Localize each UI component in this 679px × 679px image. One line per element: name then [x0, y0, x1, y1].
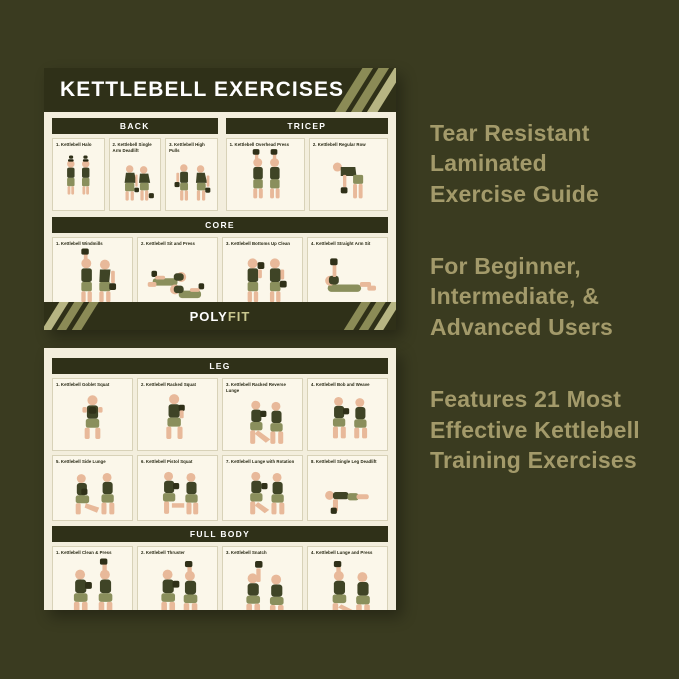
exercise-grid-leg-row1	[52, 378, 388, 451]
stripes-decoration-icon	[44, 302, 114, 330]
section-bar-row	[52, 118, 388, 138]
figure-illustration	[310, 388, 385, 444]
exercise-cell[interactable]	[165, 138, 218, 211]
exercise-label: 1. Kettlebell Overhead Press	[229, 142, 290, 147]
stripes-decoration-icon	[326, 302, 396, 330]
kettlebell-halo-figure-icon	[55, 148, 102, 204]
exercise-cell[interactable]	[307, 455, 388, 522]
thruster-figure-icon	[140, 556, 215, 610]
figure-illustration	[310, 556, 385, 610]
copy-block-2	[430, 251, 662, 342]
exercise-label: 3. Kettlebell Bottoms Up Clean	[226, 240, 291, 246]
straight-arm-sit-figure-icon	[310, 246, 385, 308]
copy-block-3	[430, 384, 662, 475]
figure-illustration	[225, 464, 300, 520]
exercise-label: 2. Kettlebell Single Arm Deadlift	[112, 142, 152, 153]
clean-and-press-figure-icon	[55, 556, 130, 610]
exercise-label: 7. Kettlebell Lunge with Rotation	[226, 458, 295, 464]
figure-illustration	[310, 246, 385, 308]
snatch-figure-icon	[225, 556, 300, 610]
page-title: KETTLEBELL EXERCISES	[60, 78, 345, 101]
high-pulls-figure-icon	[168, 154, 215, 210]
exercise-label: 3. Kettlebell Snatch	[226, 550, 267, 556]
exercise-label: 1. Kettlebell Clean & Press	[56, 550, 112, 556]
section-bar-core: CORE	[52, 217, 388, 233]
figure-illustration	[55, 246, 130, 308]
exercise-label: 1. Kettlebell Windmills	[56, 240, 103, 246]
exercise-cell[interactable]	[52, 237, 133, 310]
bob-and-weave-figure-icon	[310, 388, 385, 444]
figure-illustration	[140, 246, 215, 308]
exercise-label: 2. Kettlebell Sit and Press	[141, 240, 195, 246]
figure-illustration	[140, 388, 215, 444]
side-lunge-figure-icon	[55, 464, 130, 520]
single-arm-deadlift-figure-icon	[112, 154, 159, 210]
exercise-label: 2. Kettlebell Regular Row	[312, 142, 366, 147]
sit-and-press-figure-icon	[140, 246, 215, 308]
exercise-cell[interactable]	[226, 138, 305, 211]
exercise-cell[interactable]	[222, 546, 303, 610]
brand-logo	[190, 309, 251, 324]
exercise-label: 1. Kettlebell Halo	[56, 142, 92, 147]
exercise-grid-core	[52, 237, 388, 310]
section-bar-back: BACK	[52, 118, 218, 134]
overhead-press-figure-icon	[229, 148, 302, 204]
figure-illustration	[229, 148, 302, 204]
exercise-cell[interactable]	[137, 378, 218, 451]
exercise-label: 2. Kettlebell Thruster	[141, 550, 185, 556]
poster-top	[44, 68, 396, 330]
copy-line: Advanced Users	[430, 313, 614, 340]
exercise-cell[interactable]	[222, 237, 303, 310]
figure-illustration	[168, 154, 215, 210]
exercise-cell[interactable]	[137, 455, 218, 522]
exercise-cell[interactable]	[52, 455, 133, 522]
stripes-decoration-icon	[322, 68, 396, 112]
marketing-copy	[430, 118, 662, 475]
exercise-label: 8. Kettlebell Single Leg Deadlift	[311, 458, 377, 464]
exercise-label: 2. Kettlebell Racked Squat	[141, 382, 197, 387]
exercise-grid-leg-row2	[52, 455, 388, 522]
exercise-label: 6. Kettlebell Pistol Squat	[141, 458, 193, 464]
exercise-grid-full-body	[52, 546, 388, 610]
section-bar-full-body: FULL BODY	[52, 526, 388, 542]
lunge-and-press-figure-icon	[310, 556, 385, 610]
figure-illustration	[310, 464, 385, 520]
figure-illustration	[55, 148, 102, 204]
figure-illustration	[225, 246, 300, 308]
poster-footer	[44, 302, 396, 330]
figure-illustration	[225, 394, 300, 450]
exercise-grid-back	[52, 138, 218, 211]
exercise-cell[interactable]	[137, 546, 218, 610]
windmill-figure-icon	[55, 246, 130, 308]
figure-illustration	[55, 388, 130, 444]
section-bar-tricep: TRICEP	[226, 118, 388, 134]
copy-line: Effective Kettlebell	[430, 416, 640, 443]
poster-bottom	[44, 348, 396, 610]
brand-poly: POLY	[189, 308, 228, 324]
exercise-cell[interactable]	[222, 455, 303, 522]
copy-line: Tear Resistant	[430, 120, 590, 146]
exercise-cell[interactable]	[307, 237, 388, 310]
exercise-grid-tricep	[226, 138, 388, 211]
copy-line: Features 21 Most	[430, 386, 622, 413]
single-leg-deadlift-figure-icon	[310, 464, 385, 520]
exercise-cell[interactable]	[52, 378, 133, 451]
exercise-cell[interactable]	[109, 138, 162, 211]
exercise-label: 1. Kettlebell Goblet Squat	[56, 382, 110, 387]
exercise-label: 3. Kettlebell Racked Reverse Lunge	[226, 382, 286, 393]
exercise-cell[interactable]	[307, 378, 388, 451]
exercise-label: 4. Kettlebell Bob and Weave	[311, 382, 370, 387]
figure-illustration	[140, 556, 215, 610]
figure-illustration	[112, 154, 159, 210]
poster-header	[44, 68, 396, 112]
copy-line: Laminated	[430, 150, 547, 177]
poster-bottom-body	[44, 348, 396, 610]
copy-line: Training Exercises	[430, 446, 637, 473]
section-bar-leg: LEG	[52, 358, 388, 374]
exercise-cell[interactable]	[52, 138, 105, 211]
copy-line: Intermediate, &	[430, 283, 600, 310]
exercise-cell[interactable]	[137, 237, 218, 310]
figure-illustration	[140, 464, 215, 520]
exercise-cell[interactable]	[307, 546, 388, 610]
pistol-squat-figure-icon	[140, 464, 215, 520]
brand-fit: FIT	[227, 308, 251, 324]
figure-illustration	[225, 556, 300, 610]
racked-reverse-lunge-figure-icon	[225, 394, 300, 450]
lunge-with-rotation-figure-icon	[225, 464, 300, 520]
figure-illustration	[55, 464, 130, 520]
exercise-cell[interactable]	[52, 546, 133, 610]
copy-line: Exercise Guide	[430, 180, 599, 207]
racked-squat-figure-icon	[140, 388, 215, 444]
exercise-label: 4. Kettlebell Straight Arm Sit	[311, 240, 371, 246]
exercise-label: 3. Kettlebell High Pulls	[169, 142, 205, 153]
regular-row-figure-icon	[312, 148, 385, 204]
figure-illustration	[312, 148, 385, 204]
goblet-squat-figure-icon	[55, 388, 130, 444]
exercise-label: 5. Kettlebell Side Lunge	[56, 458, 106, 464]
copy-line: For Beginner,	[430, 253, 581, 280]
exercise-cell[interactable]	[222, 378, 303, 451]
exercise-cell[interactable]	[309, 138, 388, 211]
copy-block-1	[430, 118, 662, 209]
back-tricep-groups	[52, 138, 388, 211]
figure-illustration	[55, 556, 130, 610]
exercise-label: 4. Kettlebell Lunge and Press	[311, 550, 373, 556]
poster-top-body	[44, 112, 396, 309]
bottoms-up-clean-figure-icon	[225, 246, 300, 308]
